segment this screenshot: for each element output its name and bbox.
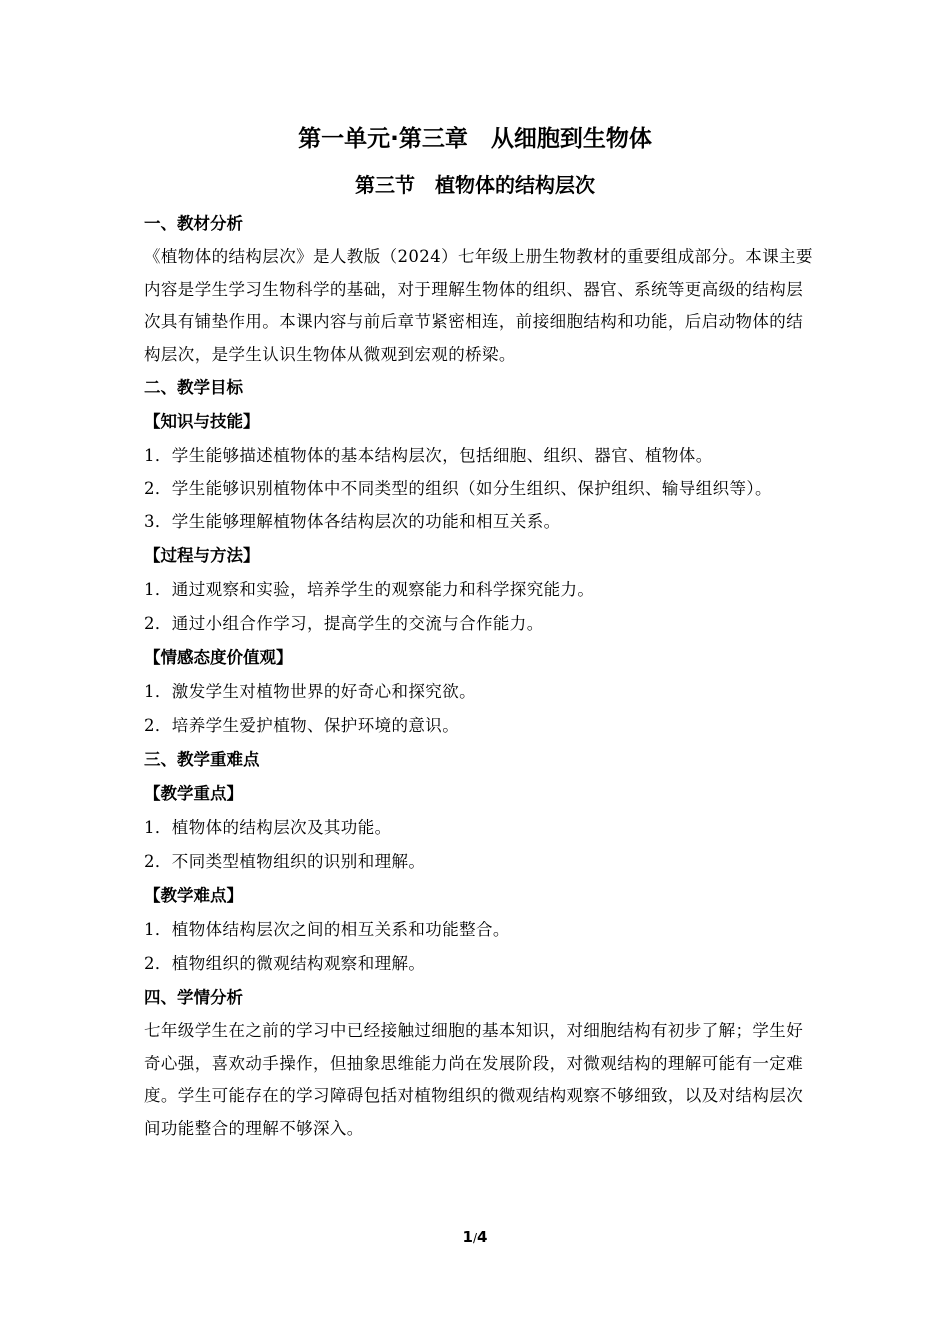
total-pages: 4 <box>477 1228 488 1246</box>
label-difficult-points: 【教学难点】 <box>144 886 243 905</box>
label-emotion-values: 【情感态度价值观】 <box>144 648 293 667</box>
section-subtitle: 第三节 植物体的结构层次 <box>355 173 595 197</box>
list-item: 1．通过观察和实验，培养学生的观察能力和科学探究能力。 <box>144 580 595 599</box>
current-page: 1 <box>462 1228 473 1246</box>
list-item: 1．植物体的结构层次及其功能。 <box>144 818 392 837</box>
label-key-points: 【教学重点】 <box>144 784 243 803</box>
heading-textbook-analysis: 一、教材分析 <box>144 214 243 233</box>
list-item: 2．学生能够识别植物体中不同类型的组织（如分生组织、保护组织、输导组织等）。 <box>144 479 772 498</box>
list-item: 3．学生能够理解植物体各结构层次的功能和相互关系。 <box>144 512 561 531</box>
list-item: 2．通过小组合作学习，提高学生的交流与合作能力。 <box>144 614 544 633</box>
heading-student-analysis: 四、学情分析 <box>144 988 243 1007</box>
list-item: 1．激发学生对植物世界的好奇心和探究欲。 <box>144 682 476 701</box>
list-item: 1．学生能够描述植物体的基本结构层次，包括细胞、组织、器官、植物体。 <box>144 446 713 465</box>
paragraph-student-analysis: 七年级学生在之前的学习中已经接触过细胞的基本知识，对细胞结构有初步了解；学生好奇心强，喜欢动手操作，但抽象思维能力尚在发展阶段，对微观结构的理解可能有一定难度。学生可能存在的学习障碍包括对植物组织的微观结构观察不够细致，以及对结构层次间功能整合的理解不够深入。 <box>144 1021 804 1138</box>
label-knowledge-skills: 【知识与技能】 <box>144 412 260 431</box>
list-item: 2．不同类型植物组织的识别和理解。 <box>144 852 426 871</box>
heading-key-difficult-points: 三、教学重难点 <box>144 750 260 769</box>
page-number <box>0 1225 950 1250</box>
page-separator: / <box>472 1231 478 1245</box>
list-item: 2．植物组织的微观结构观察和理解。 <box>144 954 426 973</box>
heading-teaching-goals: 二、教学目标 <box>144 378 243 397</box>
list-item: 1．植物体结构层次之间的相互关系和功能整合。 <box>144 920 510 939</box>
document-title: 第一单元·第三章 从细胞到生物体 <box>298 126 652 152</box>
label-process-method: 【过程与方法】 <box>144 546 260 565</box>
list-item: 2．培养学生爱护植物、保护环境的意识。 <box>144 716 460 735</box>
document-body <box>144 207 814 1145</box>
paragraph-textbook-analysis: 《植物体的结构层次》是人教版（2024）七年级上册生物教材的重要组成部分。本课主要内容是学生学习生物科学的基础，对于理解生物体的组织、器官、系统等更高级的结构层次具有铺垫作用。本课内容与前后章节紧密相连，前接细胞结构和功能，后启动物体的结构层次，是学生认识生物体从微观到宏观的桥梁。 <box>144 247 813 364</box>
